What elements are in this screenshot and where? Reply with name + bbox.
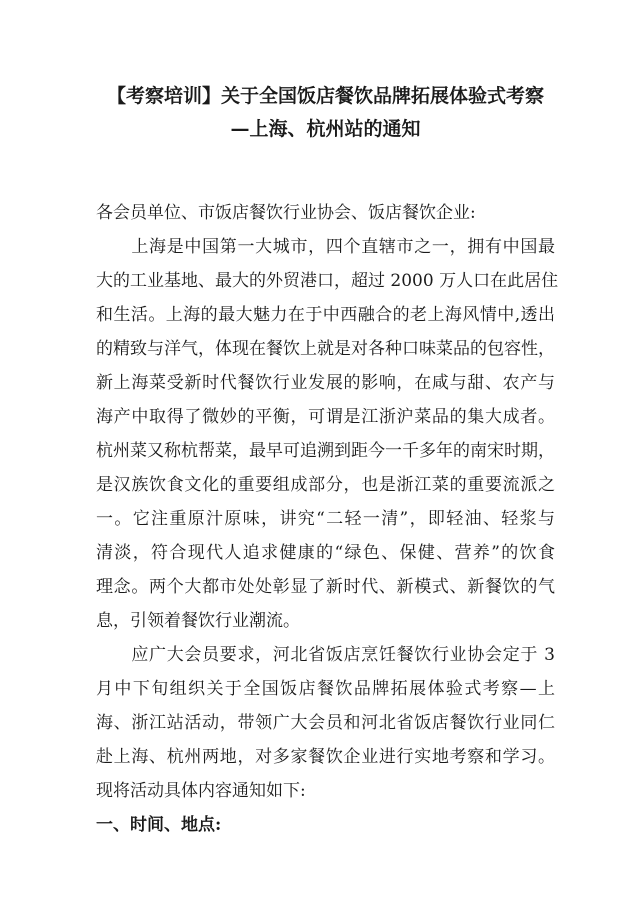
title-line-2: —上海、杭州站的通知 [230,118,421,140]
paragraph-line: 和生活。上海的最大魅力在于中西融合的老上海风情中,透出 [96,305,555,325]
paragraph-line: 杭州菜又称杭帮菜，最早可追溯到距今一千多年的南宋时期， [96,441,555,461]
paragraph-line: 一。它注重原汁原味，讲究“二轻一清”，即轻油、轻浆与 [96,509,555,529]
section-heading-time-location: 一、时间、地点: [96,815,222,835]
paragraph-line: 月中下旬组织关于全国饭店餐饮品牌拓展体验式考察—上 [96,679,555,699]
paragraph-line: 现将活动具体内容通知如下: [96,781,306,801]
paragraph-notice [96,638,555,808]
paragraph-line: 赴上海、杭州两地，对多家餐饮企业进行实地考察和学习。 [96,747,555,767]
paragraph-line: 新上海菜受新时代餐饮行业发展的影响，在咸与甜、农产与 [96,373,555,393]
paragraph-line: 息，引领着餐饮行业潮流。 [96,611,300,631]
title-line-1: 【考察培训】关于全国饭店餐饮品牌拓展体验式考察 [106,85,544,107]
paragraph-line: 大的工业基地、最大的外贸港口，超过 2000 万人口在此居住 [96,271,559,291]
salutation: 各会员单位、市饭店餐饮行业协会、饭店餐饮企业: [96,203,476,223]
paragraph-line: 理念。两个大都市处处彰显了新时代、新模式、新餐饮的气 [96,577,555,597]
paragraph-line: 上海是中国第一大城市，四个直辖市之一，拥有中国最 [96,237,555,257]
paragraph-line: 海、浙江站活动，带领广大会员和河北省饭店餐饮行业同仁 [96,713,555,733]
paragraph-line: 是汉族饮食文化的重要组成部分，也是浙江菜的重要流派之 [96,475,555,495]
document-title [82,80,569,146]
paragraph-line: 应广大会员要求，河北省饭店烹饪餐饮行业协会定于 3 [96,645,555,665]
paragraph-line: 清淡，符合现代人追求健康的“绿色、保健、营养”的饮食 [96,543,555,563]
paragraph-line: 的精致与洋气，体现在餐饮上就是对各种口味菜品的包容性， [96,339,555,359]
paragraph-intro [96,230,559,638]
paragraph-line: 海产中取得了微妙的平衡，可谓是江浙沪菜品的集大成者。 [96,407,555,427]
